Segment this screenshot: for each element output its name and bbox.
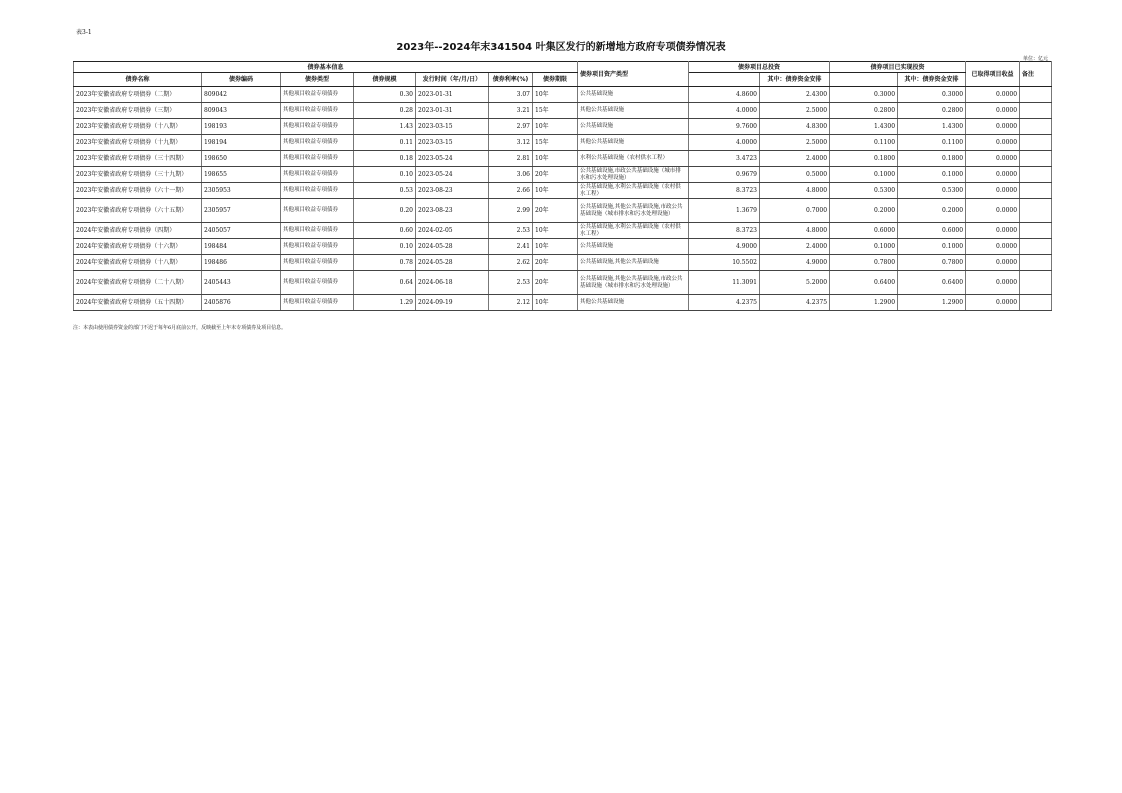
- cell-type: 其他项目收益专项债券: [281, 295, 354, 311]
- cell-total-bond: 2.5000: [760, 103, 830, 119]
- cell-date: 2023-08-23: [416, 199, 489, 223]
- cell-done-bond: 0.1000: [898, 239, 966, 255]
- header-earned: 已取得项目收益: [966, 62, 1020, 87]
- cell-earned: 0.0000: [966, 87, 1020, 103]
- cell-remark: [1020, 119, 1052, 135]
- cell-done-bond: 0.2000: [898, 199, 966, 223]
- table-row: [74, 183, 1052, 199]
- cell-term: 15年: [533, 103, 578, 119]
- table-row: [74, 223, 1052, 239]
- header-done: [830, 73, 898, 87]
- cell-name: 2023年安徽省政府专项债券（三十九期）: [74, 167, 202, 183]
- cell-done: 0.5300: [830, 183, 898, 199]
- page-title: 2023年--2024年末341504 叶集区发行的新增地方政府专项债券情况表: [396, 42, 726, 53]
- header-remark: 备注: [1020, 62, 1052, 87]
- cell-type: 其他项目收益专项债券: [281, 103, 354, 119]
- cell-date: 2024-05-28: [416, 239, 489, 255]
- cell-earned: 0.0000: [966, 151, 1020, 167]
- header-type: 债券类型: [281, 73, 354, 87]
- cell-done-bond: 0.1000: [898, 167, 966, 183]
- header-asset-category: 债券项目资产类型: [578, 62, 689, 87]
- header-total-sub: 其中：债券资金安排: [760, 73, 830, 87]
- cell-name: 2023年安徽省政府专项债券（六十一期）: [74, 183, 202, 199]
- cell-category: 公共基础设施,水利公共基础设施（农村供水工程）: [578, 223, 689, 239]
- cell-scale: 0.30: [354, 87, 416, 103]
- cell-type: 其他项目收益专项债券: [281, 199, 354, 223]
- cell-earned: 0.0000: [966, 199, 1020, 223]
- cell-remark: [1020, 295, 1052, 311]
- cell-code: 198486: [202, 255, 281, 271]
- cell-earned: 0.0000: [966, 167, 1020, 183]
- cell-done: 0.7800: [830, 255, 898, 271]
- cell-total: 4.8600: [689, 87, 760, 103]
- cell-rate: 2.97: [489, 119, 533, 135]
- cell-term: 10年: [533, 151, 578, 167]
- cell-name: 2024年安徽省政府专项债券（二十八期）: [74, 271, 202, 295]
- cell-date: 2024-06-18: [416, 271, 489, 295]
- header-name: 债券名称: [74, 73, 202, 87]
- cell-total-bond: 5.2000: [760, 271, 830, 295]
- cell-rate: 2.12: [489, 295, 533, 311]
- cell-category: 公共基础设施,市政公共基础设施（城市排水和污水处理设施）: [578, 167, 689, 183]
- cell-scale: 0.28: [354, 103, 416, 119]
- cell-earned: 0.0000: [966, 135, 1020, 151]
- table-row: [74, 119, 1052, 135]
- header-code: 债券编码: [202, 73, 281, 87]
- cell-category: 其他公共基础设施: [578, 103, 689, 119]
- cell-total: 1.3679: [689, 199, 760, 223]
- cell-scale: 0.78: [354, 255, 416, 271]
- cell-term: 10年: [533, 87, 578, 103]
- cell-total: 0.9679: [689, 167, 760, 183]
- cell-code: 198484: [202, 239, 281, 255]
- cell-rate: 2.41: [489, 239, 533, 255]
- cell-total: 4.2375: [689, 295, 760, 311]
- cell-name: 2024年安徽省政府专项债券（十八期）: [74, 255, 202, 271]
- cell-rate: 3.12: [489, 135, 533, 151]
- cell-remark: [1020, 135, 1052, 151]
- cell-remark: [1020, 223, 1052, 239]
- cell-remark: [1020, 199, 1052, 223]
- cell-done: 1.2900: [830, 295, 898, 311]
- cell-type: 其他项目收益专项债券: [281, 87, 354, 103]
- cell-type: 其他项目收益专项债券: [281, 135, 354, 151]
- cell-total: 9.7600: [689, 119, 760, 135]
- table-row: [74, 103, 1052, 119]
- table-row: [74, 239, 1052, 255]
- cell-done-bond: 1.4300: [898, 119, 966, 135]
- cell-done: 0.1000: [830, 239, 898, 255]
- cell-category: 公共基础设施: [578, 239, 689, 255]
- cell-scale: 0.60: [354, 223, 416, 239]
- cell-scale: 0.20: [354, 199, 416, 223]
- cell-type: 其他项目收益专项债券: [281, 239, 354, 255]
- cell-code: 198193: [202, 119, 281, 135]
- cell-name: 2023年安徽省政府专项债券（十九期）: [74, 135, 202, 151]
- cell-term: 20年: [533, 167, 578, 183]
- cell-done-bond: 0.5300: [898, 183, 966, 199]
- cell-term: 10年: [533, 223, 578, 239]
- cell-term: 10年: [533, 183, 578, 199]
- cell-rate: 2.53: [489, 223, 533, 239]
- cell-code: 809043: [202, 103, 281, 119]
- cell-total: 8.3723: [689, 183, 760, 199]
- cell-total-bond: 2.5000: [760, 135, 830, 151]
- header-issue-date: 发行时间（年/月/日）: [416, 73, 489, 87]
- cell-total-bond: 4.2375: [760, 295, 830, 311]
- cell-category: 公共基础设施,其他公共基础设施,市政公共基础设施（城市排水和污水处理设施）: [578, 199, 689, 223]
- table-row: [74, 87, 1052, 103]
- cell-remark: [1020, 183, 1052, 199]
- cell-code: 2305953: [202, 183, 281, 199]
- cell-done: 0.1100: [830, 135, 898, 151]
- cell-done-bond: 0.6000: [898, 223, 966, 239]
- table-row: [74, 135, 1052, 151]
- cell-total: 4.9000: [689, 239, 760, 255]
- cell-term: 20年: [533, 255, 578, 271]
- cell-scale: 1.43: [354, 119, 416, 135]
- cell-rate: 2.99: [489, 199, 533, 223]
- cell-term: 10年: [533, 295, 578, 311]
- cell-done: 0.1000: [830, 167, 898, 183]
- cell-type: 其他项目收益专项债券: [281, 255, 354, 271]
- cell-scale: 0.64: [354, 271, 416, 295]
- cell-done-bond: 0.6400: [898, 271, 966, 295]
- cell-done: 0.3000: [830, 87, 898, 103]
- cell-remark: [1020, 239, 1052, 255]
- cell-total-bond: 4.8300: [760, 119, 830, 135]
- bond-table: [73, 61, 1052, 311]
- cell-type: 其他项目收益专项债券: [281, 271, 354, 295]
- cell-rate: 2.66: [489, 183, 533, 199]
- header-rate: 债券利率(%): [489, 73, 533, 87]
- cell-code: 198655: [202, 167, 281, 183]
- cell-rate: 2.81: [489, 151, 533, 167]
- cell-name: 2023年安徽省政府专项债券（六十五期）: [74, 199, 202, 223]
- cell-scale: 0.53: [354, 183, 416, 199]
- cell-remark: [1020, 151, 1052, 167]
- cell-term: 15年: [533, 135, 578, 151]
- cell-date: 2024-05-28: [416, 255, 489, 271]
- cell-name: 2023年安徽省政府专项债券（十八期）: [74, 119, 202, 135]
- cell-earned: 0.0000: [966, 103, 1020, 119]
- cell-category: 公共基础设施,其他公共基础设施: [578, 255, 689, 271]
- cell-date: 2023-03-15: [416, 135, 489, 151]
- cell-name: 2024年安徽省政府专项债券（十六期）: [74, 239, 202, 255]
- cell-earned: 0.0000: [966, 119, 1020, 135]
- header-total: [689, 73, 760, 87]
- table-row: [74, 199, 1052, 223]
- cell-date: 2024-02-05: [416, 223, 489, 239]
- cell-total-bond: 0.7000: [760, 199, 830, 223]
- cell-rate: 3.06: [489, 167, 533, 183]
- cell-total: 8.3723: [689, 223, 760, 239]
- document-id: 表3-1: [76, 29, 92, 36]
- cell-total: 11.3091: [689, 271, 760, 295]
- cell-remark: [1020, 271, 1052, 295]
- cell-remark: [1020, 87, 1052, 103]
- cell-total: 10.5502: [689, 255, 760, 271]
- cell-term: 20年: [533, 271, 578, 295]
- cell-type: 其他项目收益专项债券: [281, 119, 354, 135]
- cell-category: 公共基础设施: [578, 119, 689, 135]
- cell-total-bond: 2.4300: [760, 87, 830, 103]
- cell-total-bond: 2.4000: [760, 239, 830, 255]
- cell-code: 198194: [202, 135, 281, 151]
- cell-scale: 0.18: [354, 151, 416, 167]
- cell-earned: 0.0000: [966, 255, 1020, 271]
- cell-remark: [1020, 103, 1052, 119]
- cell-code: 2405443: [202, 271, 281, 295]
- cell-date: 2023-01-31: [416, 87, 489, 103]
- cell-code: 2305957: [202, 199, 281, 223]
- header-scale: 债券规模: [354, 73, 416, 87]
- table-row: [74, 295, 1052, 311]
- cell-scale: 0.10: [354, 167, 416, 183]
- cell-done: 0.2800: [830, 103, 898, 119]
- cell-date: 2023-01-31: [416, 103, 489, 119]
- table-body: [74, 87, 1052, 311]
- cell-scale: 0.11: [354, 135, 416, 151]
- cell-earned: 0.0000: [966, 271, 1020, 295]
- cell-type: 其他项目收益专项债券: [281, 167, 354, 183]
- cell-date: 2023-05-24: [416, 151, 489, 167]
- table-row: [74, 151, 1052, 167]
- cell-done: 0.6400: [830, 271, 898, 295]
- cell-remark: [1020, 255, 1052, 271]
- cell-done-bond: 0.2800: [898, 103, 966, 119]
- cell-remark: [1020, 167, 1052, 183]
- cell-code: 2405876: [202, 295, 281, 311]
- cell-term: 10年: [533, 119, 578, 135]
- cell-code: 809042: [202, 87, 281, 103]
- header-group-total: 债券项目总投资: [689, 62, 830, 73]
- cell-earned: 0.0000: [966, 223, 1020, 239]
- table-row: [74, 255, 1052, 271]
- cell-name: 2024年安徽省政府专项债券（四期）: [74, 223, 202, 239]
- header-group-done: 债券项目已实现投资: [830, 62, 966, 73]
- cell-term: 20年: [533, 199, 578, 223]
- cell-total-bond: 0.5000: [760, 167, 830, 183]
- cell-scale: 0.10: [354, 239, 416, 255]
- cell-name: 2024年安徽省政府专项债券（五十四期）: [74, 295, 202, 311]
- header-group-basic: 债券基本信息: [74, 62, 578, 73]
- cell-total: 4.0000: [689, 135, 760, 151]
- cell-total: 4.0000: [689, 103, 760, 119]
- cell-date: 2024-09-19: [416, 295, 489, 311]
- cell-date: 2023-03-15: [416, 119, 489, 135]
- cell-done: 1.4300: [830, 119, 898, 135]
- cell-name: 2023年安徽省政府专项债券（三十四期）: [74, 151, 202, 167]
- cell-total-bond: 4.9000: [760, 255, 830, 271]
- cell-total-bond: 4.8000: [760, 183, 830, 199]
- header-done-sub: 其中：债券资金安排: [898, 73, 966, 87]
- cell-name: 2023年安徽省政府专项债券（二期）: [74, 87, 202, 103]
- cell-name: 2023年安徽省政府专项债券（三期）: [74, 103, 202, 119]
- cell-done-bond: 1.2900: [898, 295, 966, 311]
- cell-done: 0.6000: [830, 223, 898, 239]
- cell-category: 其他公共基础设施: [578, 295, 689, 311]
- table-row: [74, 271, 1052, 295]
- cell-total: 3.4723: [689, 151, 760, 167]
- cell-type: 其他项目收益专项债券: [281, 151, 354, 167]
- cell-category: 水利公共基础设施（农村供水工程）: [578, 151, 689, 167]
- cell-done-bond: 0.1800: [898, 151, 966, 167]
- cell-date: 2023-08-23: [416, 183, 489, 199]
- cell-date: 2023-05-24: [416, 167, 489, 183]
- cell-earned: 0.0000: [966, 183, 1020, 199]
- cell-category: 其他公共基础设施: [578, 135, 689, 151]
- cell-done: 0.2000: [830, 199, 898, 223]
- cell-scale: 1.29: [354, 295, 416, 311]
- cell-earned: 0.0000: [966, 295, 1020, 311]
- cell-done: 0.1800: [830, 151, 898, 167]
- cell-done-bond: 0.3000: [898, 87, 966, 103]
- unit-label: 单位：亿元: [1022, 56, 1048, 62]
- cell-rate: 2.53: [489, 271, 533, 295]
- cell-code: 198650: [202, 151, 281, 167]
- cell-code: 2405057: [202, 223, 281, 239]
- cell-rate: 3.21: [489, 103, 533, 119]
- cell-rate: 3.07: [489, 87, 533, 103]
- cell-category: 公共基础设施,水利公共基础设施（农村供水工程）: [578, 183, 689, 199]
- cell-rate: 2.62: [489, 255, 533, 271]
- cell-done-bond: 0.7800: [898, 255, 966, 271]
- cell-type: 其他项目收益专项债券: [281, 183, 354, 199]
- footnote: 注：本表由使用债券资金的部门不迟于每年6月底前公开，反映截至上年末专项债券及项目信息。: [73, 325, 287, 331]
- cell-category: 公共基础设施: [578, 87, 689, 103]
- table-row: [74, 167, 1052, 183]
- cell-total-bond: 2.4000: [760, 151, 830, 167]
- cell-type: 其他项目收益专项债券: [281, 223, 354, 239]
- cell-term: 10年: [533, 239, 578, 255]
- cell-done-bond: 0.1100: [898, 135, 966, 151]
- cell-category: 公共基础设施,其他公共基础设施,市政公共基础设施（城市排水和污水处理设施）: [578, 271, 689, 295]
- cell-earned: 0.0000: [966, 239, 1020, 255]
- header-term: 债券期限: [533, 73, 578, 87]
- cell-total-bond: 4.8000: [760, 223, 830, 239]
